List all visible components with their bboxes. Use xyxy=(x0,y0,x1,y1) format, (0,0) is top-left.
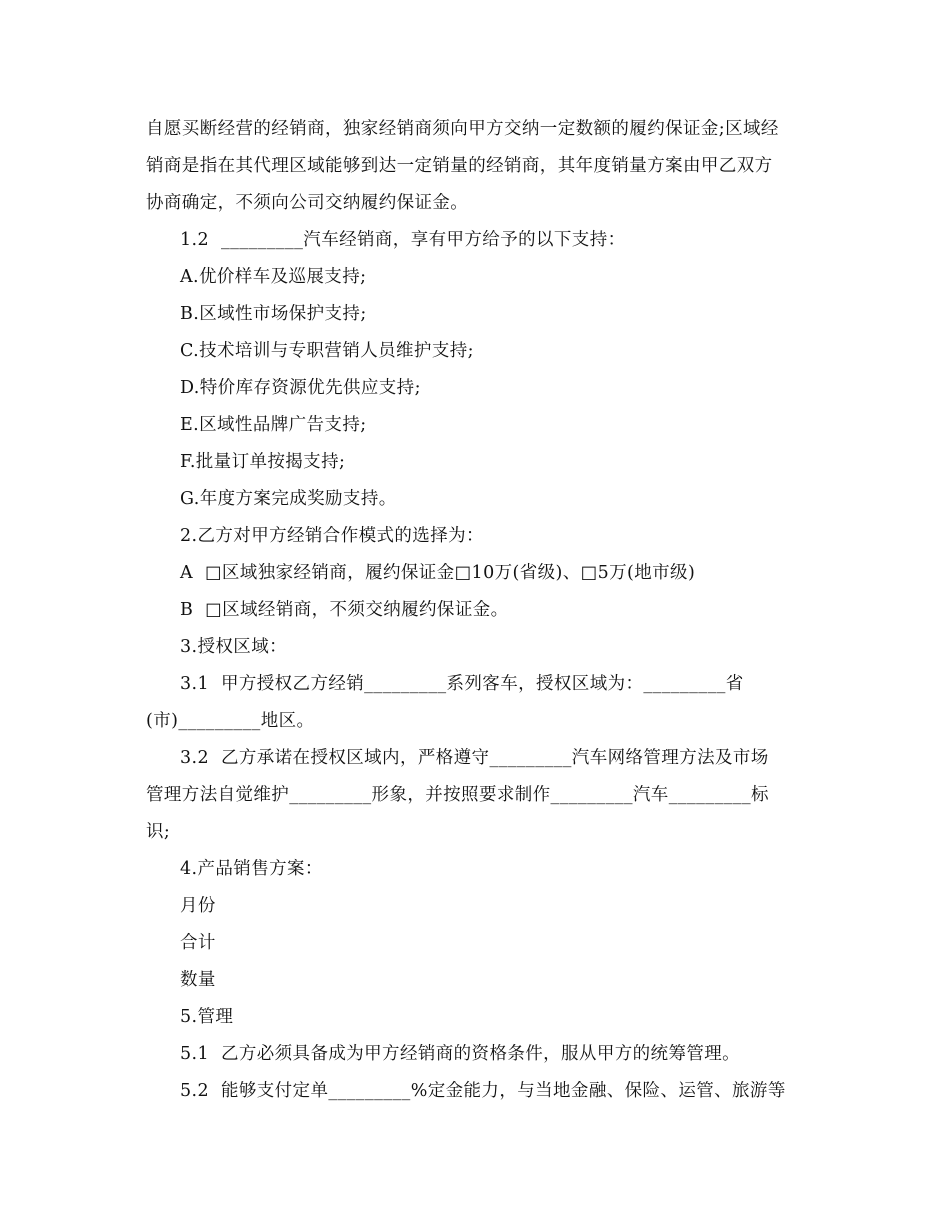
section-4-heading: 4.产品销售方案： xyxy=(180,859,323,879)
clause-1-2: 1.2 _________汽车经销商，享有甲方给予的以下支持： xyxy=(180,230,626,250)
clause-3-1: 3.1 甲方授权乙方经销_________系列客车，授权区域为：_________省 xyxy=(180,674,744,694)
clause-5-1: 5.1 乙方必须具备成为甲方经销商的资格条件，服从甲方的统筹管理。 xyxy=(180,1044,741,1064)
section-2-heading: 2.乙方对甲方经销合作模式的选择为： xyxy=(180,526,484,546)
table-label-month: 月份 xyxy=(180,896,216,916)
paragraph-line: 协商确定，不须向公司交纳履约保证金。 xyxy=(146,193,469,213)
support-item-g: G.年度方案完成奖励支持。 xyxy=(180,489,397,509)
section-3-heading: 3.授权区域： xyxy=(180,637,287,657)
paragraph-line: 自愿买断经营的经销商，独家经销商须向甲方交纳一定数额的履约保证金;区域经 xyxy=(146,119,779,139)
clause-3-2-cont: 管理方法自觉维护_________形象，并按照要求制作_________汽车_________标 xyxy=(146,785,769,805)
option-b: B □区域经销商，不须交纳履约保证金。 xyxy=(180,600,509,620)
section-5-heading: 5.管理 xyxy=(180,1007,234,1027)
option-a: A □区域独家经销商，履约保证金□10万(省级)、□5万(地市级) xyxy=(180,563,696,583)
support-item-e: E.区域性品牌广告支持; xyxy=(180,415,367,435)
table-label-quantity: 数量 xyxy=(180,970,216,990)
clause-3-2-end: 识; xyxy=(146,822,171,842)
table-label-total: 合计 xyxy=(180,933,216,953)
support-item-f: F.批量订单按揭支持; xyxy=(180,452,346,472)
paragraph-line: 销商是指在其代理区域能够到达一定销量的经销商，其年度销量方案由甲乙双方 xyxy=(146,156,773,176)
support-item-c: C.技术培训与专职营销人员维护支持; xyxy=(180,341,474,361)
support-item-b: B.区域性市场保护支持; xyxy=(180,304,367,324)
clause-3-1-cont: (市)_________地区。 xyxy=(146,711,315,731)
clause-3-2: 3.2 乙方承诺在授权区域内，严格遵守_________汽车网络管理方法及市场 xyxy=(180,748,769,768)
clause-5-2: 5.2 能够支付定单_________%定金能力，与当地金融、保险、运管、旅游等 xyxy=(180,1081,786,1101)
support-item-a: A.优价样车及巡展支持; xyxy=(180,267,367,287)
support-item-d: D.特价库存资源优先供应支持; xyxy=(180,378,421,398)
